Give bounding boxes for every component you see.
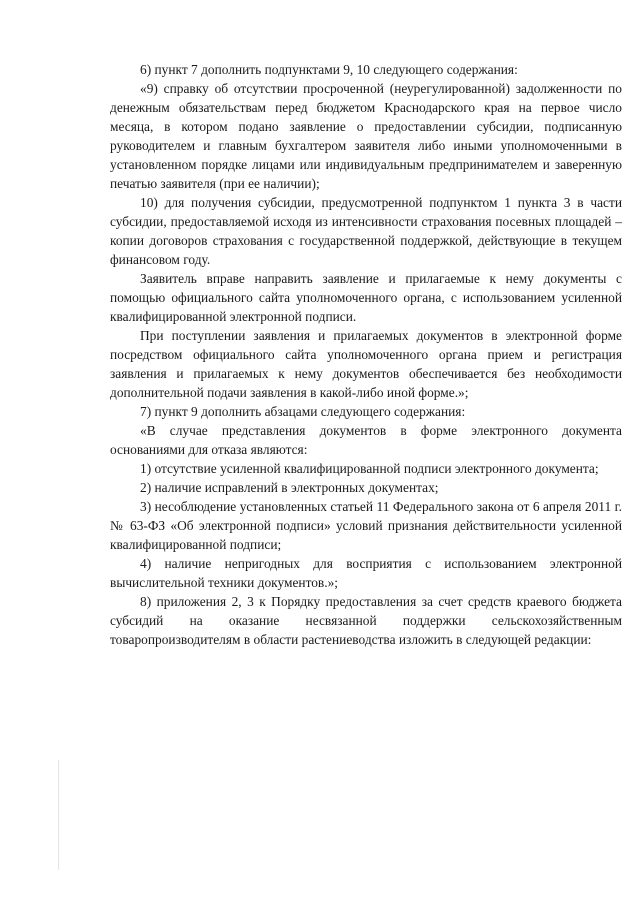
paragraph-applicant-right: Заявитель вправе направить заявление и прилагаемые к нему документы с помощью официального сайта уполномоченного органа, с использованием усиленной квалифицированной электронной подписи.	[110, 271, 622, 324]
paragraph-item-7: 7) пункт 9 дополнить абзацами следующего содержания:	[140, 404, 466, 419]
paragraph-electronic-receipt: При поступлении заявления и прилагаемых документов в электронной форме посредством официального сайта уполномоченного органа прием и регистрация заявления и прилагаемых к нему документов обеспечивается без необходимости дополнительной подачи заявления в какой-либо иной форме.»;	[110, 328, 622, 400]
document-body	[110, 60, 622, 649]
paragraph-subitem-9: «9) справку об отсутствии просроченной (неурегулированной) задолженности по денежным обязательствам перед бюджетом Краснодарского края на первое число месяца, в котором подано заявление о предоставлении субсидии, подписанную руководителем и главным бухгалтером заявителя либо иными уполномоченными в установленном порядке лицами или индивидуальным предпринимателем и заверенную печатью заявителя (при ее наличии);	[110, 81, 622, 191]
paragraph-refusal-grounds: «В случае представления документов в форме электронного документа основаниями для отказа являются:	[110, 423, 622, 457]
paragraph-ground-1: 1) отсутствие усиленной квалифицированной подписи электронного документа;	[140, 461, 599, 476]
paragraph-item-8: 8) приложения 2, 3 к Порядку предоставления за счет средств краевого бюджета субсидий на оказание несвязанной поддержки сельскохозяйственным товаропроизводителям в области растениеводства изложить в следующей редакции:	[110, 594, 622, 647]
paragraph-ground-2: 2) наличие исправлений в электронных документах;	[140, 480, 439, 495]
paragraph-ground-4: 4) наличие непригодных для восприятия с использованием электронной вычислительной техники документов.»;	[110, 556, 622, 590]
paragraph-ground-3: 3) несоблюдение установленных статьей 11 Федерального закона от 6 апреля 2011 г. № 63-ФЗ «Об электронной подписи» условий признания действительности усиленной квалифицированной подписи;	[110, 499, 622, 552]
paragraph-item-6: 6) пункт 7 дополнить подпунктами 9, 10 следующего содержания:	[140, 62, 518, 77]
scan-artifact-line	[58, 760, 59, 870]
paragraph-subitem-10: 10) для получения субсидии, предусмотренной подпунктом 1 пункта 3 в части субсидии, предоставляемой исходя из интенсивности страхования посевных площадей – копии договоров страхования с государственной поддержкой, действующие в текущем финансовом году.	[110, 195, 622, 267]
